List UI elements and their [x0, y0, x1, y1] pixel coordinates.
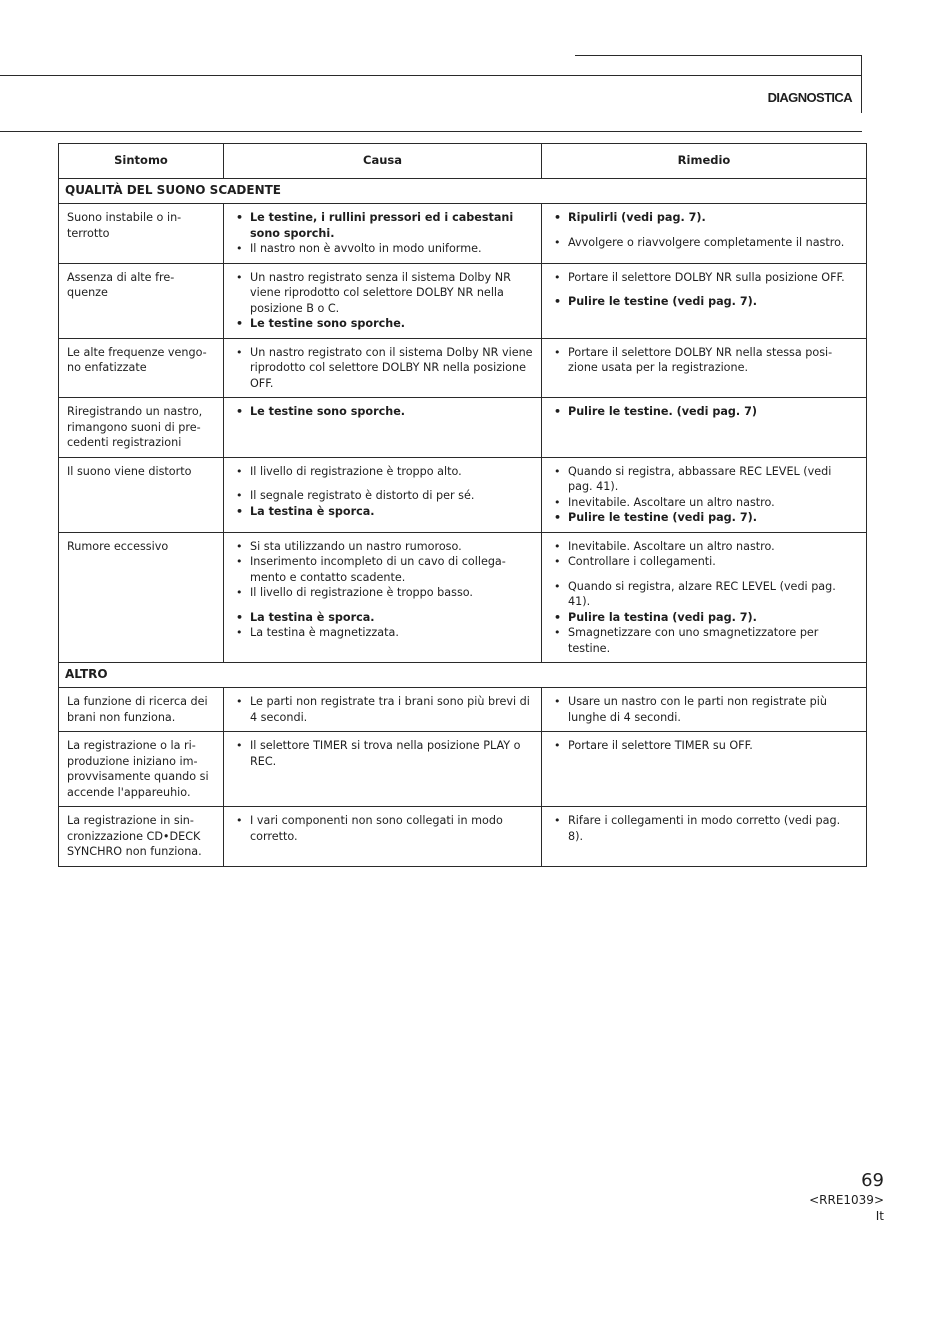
- cause-cell: [224, 398, 542, 458]
- symptom-cell: Riregistrando un nastro, rimangono suoni di pre-cedenti registrazioni: [59, 398, 224, 458]
- table-row: [59, 398, 867, 458]
- cause-item: • Le testine sono sporche.: [232, 404, 533, 420]
- cause-item: • Il selettore TIMER si trova nella posizione PLAY o REC.: [232, 738, 533, 769]
- remedy-item: • Portare il selettore DOLBY NR sulla posizione OFF.: [550, 270, 858, 286]
- remedy-cell: [542, 457, 867, 532]
- cause-list: [232, 404, 533, 420]
- column-header-sintomo: Sintomo: [59, 144, 224, 179]
- cause-list: [232, 345, 533, 392]
- document-code: <RRE1039>: [809, 1193, 884, 1207]
- cause-item: • La testina è sporca.: [232, 610, 533, 626]
- remedy-item: • Portare il selettore TIMER su OFF.: [550, 738, 858, 754]
- cause-item: • La testina è magnetizzata.: [232, 625, 533, 641]
- remedy-item: • Portare il selettore DOLBY NR nella stessa posi-zione usata per la registrazione.: [550, 345, 858, 376]
- symptom-cell: Le alte frequenze vengo-no enfatizzate: [59, 338, 224, 398]
- cause-item: • Si sta utilizzando un nastro rumoroso.: [232, 539, 533, 555]
- cause-item: • Il nastro non è avvolto in modo uniforme.: [232, 241, 533, 257]
- remedy-list: [550, 738, 858, 754]
- table-body: [59, 179, 867, 867]
- cause-item: • Le testine, i rullini pressori ed i cabestani sono sporchi.: [232, 210, 533, 241]
- symptom-cell: Suono instabile o in-terrotto: [59, 204, 224, 264]
- cause-item: • La testina è sporca.: [232, 504, 533, 520]
- troubleshooting-table: [58, 143, 867, 867]
- table-row: [59, 807, 867, 867]
- column-header-rimedio: Rimedio: [542, 144, 867, 179]
- remedy-item: • Ripulirli (vedi pag. 7).: [550, 210, 858, 226]
- cause-list: [232, 813, 533, 844]
- group-row: [59, 663, 867, 688]
- symptom-cell: Il suono viene distorto: [59, 457, 224, 532]
- remedy-cell: [542, 732, 867, 807]
- remedy-item: • Avvolgere o riavvolgere completamente il nastro.: [550, 235, 858, 251]
- remedy-list: [550, 210, 858, 250]
- table-row: [59, 732, 867, 807]
- header-box-side-rule: [861, 55, 862, 113]
- remedy-list: [550, 464, 858, 526]
- cause-cell: [224, 688, 542, 732]
- remedy-cell: [542, 688, 867, 732]
- remedy-item: • Quando si registra, abbassare REC LEVEL (vedi pag. 41).: [550, 464, 858, 495]
- remedy-item: • Pulire le testine. (vedi pag. 7): [550, 404, 858, 420]
- cause-item: • I vari componenti non sono collegati in modo corretto.: [232, 813, 533, 844]
- top-rule: [0, 75, 862, 76]
- column-header-causa: Causa: [224, 144, 542, 179]
- cause-cell: [224, 732, 542, 807]
- remedy-list: [550, 270, 858, 310]
- cause-list: [232, 694, 533, 725]
- remedy-cell: [542, 807, 867, 867]
- cause-item: • Il livello di registrazione è troppo alto.: [232, 464, 533, 480]
- page-number: 69: [861, 1170, 884, 1191]
- remedy-item: • Inevitabile. Ascoltare un altro nastro.: [550, 539, 858, 555]
- table-row: [59, 263, 867, 338]
- cause-item: • Il livello di registrazione è troppo basso.: [232, 585, 533, 601]
- symptom-cell: La registrazione in sin-cronizzazione CD•DECK SYNCHRO non funziona.: [59, 807, 224, 867]
- cause-list: [232, 270, 533, 332]
- remedy-list: [550, 813, 858, 844]
- cause-cell: [224, 263, 542, 338]
- remedy-item: • Rifare i collegamenti in modo corretto (vedi pag. 8).: [550, 813, 858, 844]
- cause-cell: [224, 338, 542, 398]
- table-row: [59, 457, 867, 532]
- cause-item: • Inserimento incompleto di un cavo di collega-mento e contatto scadente.: [232, 554, 533, 585]
- remedy-item: • Pulire la testina (vedi pag. 7).: [550, 610, 858, 626]
- table-header-row: [59, 144, 867, 179]
- table-row: [59, 688, 867, 732]
- group-title: ALTRO: [59, 663, 867, 688]
- remedy-item: • Pulire le testine (vedi pag. 7).: [550, 510, 858, 526]
- cause-item: • Il segnale registrato è distorto di per sé.: [232, 488, 533, 504]
- remedy-item: • Controllare i collegamenti.: [550, 554, 858, 570]
- symptom-cell: La funzione di ricerca dei brani non funziona.: [59, 688, 224, 732]
- remedy-list: [550, 345, 858, 376]
- header-bottom-rule: [0, 131, 862, 132]
- cause-item: • Le parti non registrate tra i brani sono più brevi di 4 secondi.: [232, 694, 533, 725]
- remedy-item: • Usare un nastro con le parti non registrate più lunghe di 4 secondi.: [550, 694, 858, 725]
- cause-list: [232, 464, 533, 520]
- remedy-cell: [542, 263, 867, 338]
- cause-item: • Un nastro registrato senza il sistema Dolby NR viene riprodotto col selettore DOLBY NR nella posizione B o C.: [232, 270, 533, 317]
- symptom-cell: Assenza di alte fre-quenze: [59, 263, 224, 338]
- cause-cell: [224, 532, 542, 663]
- table-row: [59, 204, 867, 264]
- header-box-top-rule: [575, 55, 862, 56]
- section-title: DIAGNOSTICA: [767, 90, 852, 105]
- language-code: It: [875, 1209, 884, 1223]
- symptom-cell: La registrazione o la ri-produzione iniziano im-provvisamente quando si accende l'appareuhio.: [59, 732, 224, 807]
- remedy-cell: [542, 398, 867, 458]
- group-row: [59, 179, 867, 204]
- remedy-list: [550, 539, 858, 657]
- remedy-cell: [542, 204, 867, 264]
- remedy-item: • Smagnetizzare con uno smagnetizzatore per testine.: [550, 625, 858, 656]
- cause-cell: [224, 204, 542, 264]
- remedy-item: • Quando si registra, alzare REC LEVEL (vedi pag. 41).: [550, 579, 858, 610]
- group-title: QUALITÀ DEL SUONO SCADENTE: [59, 179, 867, 204]
- table-row: [59, 338, 867, 398]
- cause-cell: [224, 457, 542, 532]
- symptom-cell: Rumore eccessivo: [59, 532, 224, 663]
- cause-item: • Un nastro registrato con il sistema Dolby NR viene riprodotto col selettore DOLBY NR nella posizione OFF.: [232, 345, 533, 392]
- table-row: [59, 532, 867, 663]
- remedy-cell: [542, 338, 867, 398]
- remedy-item: • Pulire le testine (vedi pag. 7).: [550, 294, 858, 310]
- cause-list: [232, 738, 533, 769]
- remedy-cell: [542, 532, 867, 663]
- cause-list: [232, 539, 533, 641]
- cause-list: [232, 210, 533, 257]
- remedy-list: [550, 404, 858, 420]
- cause-item: • Le testine sono sporche.: [232, 316, 533, 332]
- remedy-list: [550, 694, 858, 725]
- remedy-item: • Inevitabile. Ascoltare un altro nastro.: [550, 495, 858, 511]
- cause-cell: [224, 807, 542, 867]
